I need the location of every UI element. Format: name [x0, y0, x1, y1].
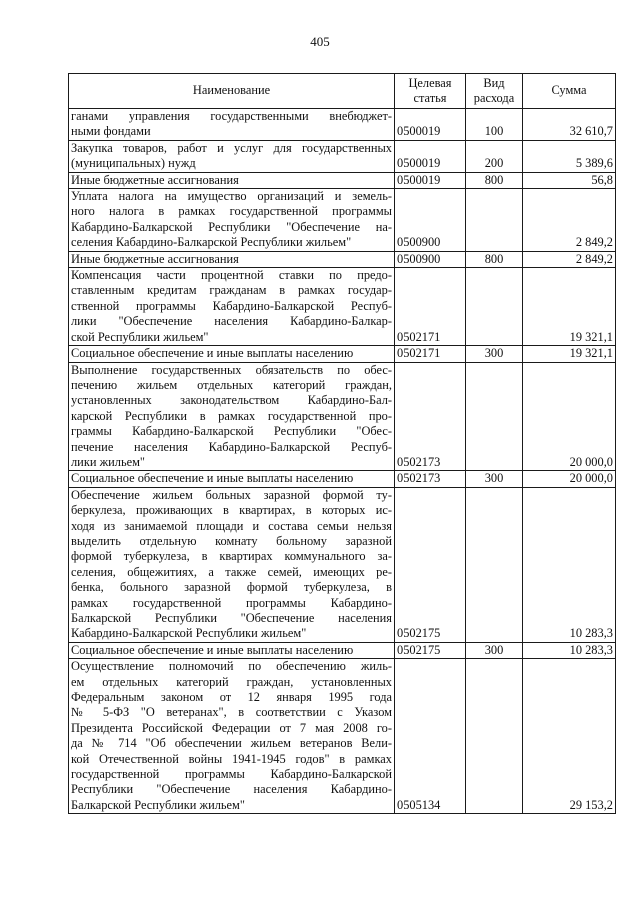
row-name-line: Социальное обеспечение и иные выплаты населению: [71, 346, 354, 361]
table-row: [69, 268, 616, 346]
row-code: 0502175: [395, 487, 466, 642]
row-name: [69, 109, 395, 141]
row-sum: 2 849,2: [523, 251, 616, 267]
header-type-line: Вид: [483, 75, 505, 90]
row-name-line: Иные бюджетные ассигнования: [71, 172, 239, 187]
row-type: 800: [466, 172, 523, 188]
row-name-line: Балкарской Республики "Обеспечение населения: [71, 611, 392, 625]
row-name: [69, 471, 395, 487]
row-name-line: беркулеза, проживающих в квартирах, в которых ис-: [71, 503, 392, 518]
row-name-line: ственной программы Кабардино-Балкарской Респуб-: [71, 298, 392, 313]
row-type: [466, 659, 523, 814]
row-name-line: № 5-ФЗ "О ветеранах", в соответствии с Указом: [71, 705, 392, 720]
row-name-line: лики "Обеспечение населения Кабардино-Балкар-: [71, 314, 392, 329]
row-type: 300: [466, 642, 523, 658]
row-name-line: лики жильем": [71, 454, 145, 469]
table-row: [69, 642, 616, 658]
row-name: [69, 189, 395, 252]
row-name-line: рамках государственной программы Кабардино-: [71, 595, 392, 610]
row-code: 0500019: [395, 172, 466, 188]
row-name-line: Социальное обеспечение и иные выплаты населению: [71, 471, 354, 486]
row-name-line: ными фондами: [71, 124, 151, 139]
table-row: [69, 172, 616, 188]
row-type: [466, 362, 523, 471]
header-sum: Сумма: [523, 74, 616, 109]
row-code: 0505134: [395, 659, 466, 814]
row-code: 0500900: [395, 251, 466, 267]
row-name-line: государственной программы Кабардино-Балкарской: [71, 767, 392, 782]
row-sum: 10 283,3: [523, 487, 616, 642]
row-sum: 10 283,3: [523, 642, 616, 658]
row-name: [69, 140, 395, 172]
table-row: [69, 362, 616, 471]
row-name-line: селения Кабардино-Балкарской Республики жильем": [71, 235, 352, 250]
row-type: [466, 268, 523, 346]
table-body: [69, 109, 616, 814]
row-type: 200: [466, 140, 523, 172]
row-code: 0502171: [395, 346, 466, 362]
row-sum: 29 153,2: [523, 659, 616, 814]
table-row: [69, 487, 616, 642]
row-name-line: (муниципальных) нужд: [71, 156, 196, 171]
table-row: [69, 140, 616, 172]
row-sum: 19 321,1: [523, 268, 616, 346]
row-sum: 32 610,7: [523, 109, 616, 141]
row-name-line: Социальное обеспечение и иные выплаты населению: [71, 642, 354, 657]
row-type: [466, 189, 523, 252]
row-name-line: Кабардино-Балкарской Республики жильем": [71, 626, 307, 641]
row-type: 800: [466, 251, 523, 267]
page-number: 405: [310, 34, 330, 49]
row-name-line: граммы Кабардино-Балкарской Республики "Обес-: [71, 424, 392, 439]
header-type: [466, 74, 523, 109]
row-name: [69, 487, 395, 642]
row-code: 0502175: [395, 642, 466, 658]
row-name-line: Кабардино-Балкарской Республики "Обеспечение на-: [71, 219, 392, 234]
row-name-line: карской Республики в рамках государственной про-: [71, 408, 392, 423]
row-name-line: ской Республики жильем": [71, 329, 209, 344]
row-name-line: бенка, больного заразной формой туберкулеза, в: [71, 580, 392, 595]
row-name-line: печению жильем отдельных категорий граждан,: [71, 377, 392, 392]
row-name-line: печение населения Кабардино-Балкарской Респуб-: [71, 439, 392, 454]
row-code: 0502171: [395, 268, 466, 346]
table-row: [69, 471, 616, 487]
row-name-line: кой Отечественной войны 1941-1945 годов" в рамках: [71, 751, 392, 766]
row-name-line: ного налога в рамках государственной программы: [71, 204, 392, 219]
table-row: [69, 189, 616, 252]
row-name-line: установленных законодательством Кабардино-Бал-: [71, 393, 392, 408]
header-type-line: расхода: [473, 91, 515, 105]
row-name-line: селения, общежитиях, а также семей, имеющих ре-: [71, 564, 392, 579]
row-name: [69, 642, 395, 658]
row-name-line: ганами управления государственными внебюджет-: [71, 109, 392, 123]
row-code: 0500900: [395, 189, 466, 252]
row-name-line: Федеральным законом от 12 января 1995 года: [71, 690, 392, 705]
table-row: [69, 109, 616, 141]
row-name-line: Компенсация части процентной ставки по предо-: [71, 268, 392, 283]
row-name-line: ем отдельных категорий граждан, установленных: [71, 674, 392, 689]
header-code-line: Целевая: [408, 75, 452, 90]
header-code-line: статья: [413, 91, 447, 105]
row-sum: 19 321,1: [523, 346, 616, 362]
row-sum: 2 849,2: [523, 189, 616, 252]
row-name: [69, 172, 395, 188]
row-name-line: ходя из занимаемой площади и состава семьи нельзя: [71, 518, 392, 533]
header-name: Наименование: [69, 74, 395, 109]
row-type: [466, 487, 523, 642]
row-name-line: Закупка товаров, работ и услуг для государственных: [71, 140, 392, 155]
table-row: [69, 659, 616, 814]
row-name-line: Выполнение государственных обязательств по обес-: [71, 362, 392, 377]
row-name-line: Республики "Обеспечение населения Кабардино-: [71, 782, 392, 797]
table-row: [69, 251, 616, 267]
row-name: [69, 362, 395, 471]
row-sum: 56,8: [523, 172, 616, 188]
row-type: 300: [466, 346, 523, 362]
row-code: 0502173: [395, 362, 466, 471]
row-code: 0500019: [395, 140, 466, 172]
table-row: [69, 346, 616, 362]
row-name-line: Президента Российской Федерации от 7 мая 2008 го-: [71, 720, 392, 735]
row-name-line: Балкарской Республики жильем": [71, 797, 245, 812]
header-code: [395, 74, 466, 109]
row-type: 300: [466, 471, 523, 487]
budget-table: [68, 73, 616, 814]
header-row: [69, 74, 616, 109]
row-name-line: Обеспечение жильем больных заразной формой ту-: [71, 487, 392, 502]
row-sum: 20 000,0: [523, 471, 616, 487]
row-name-line: да № 714 "Об обеспечении жильем ветеранов Вели-: [71, 736, 392, 751]
row-name-line: ставленным кредитам гражданам в рамках государ-: [71, 283, 392, 298]
row-sum: 20 000,0: [523, 362, 616, 471]
row-name-line: формой туберкулеза, в квартирах коммунального за-: [71, 549, 392, 564]
row-name-line: Осуществление полномочий по обеспечению жиль-: [71, 659, 392, 674]
row-code: 0500019: [395, 109, 466, 141]
row-type: 100: [466, 109, 523, 141]
row-name: [69, 659, 395, 814]
row-name: [69, 251, 395, 267]
row-name-line: выделить отдельную комнату больному заразной: [71, 533, 392, 548]
row-name: [69, 346, 395, 362]
row-code: 0502173: [395, 471, 466, 487]
row-sum: 5 389,6: [523, 140, 616, 172]
row-name: [69, 268, 395, 346]
table-header: [69, 74, 616, 109]
row-name-line: Иные бюджетные ассигнования: [71, 251, 239, 266]
row-name-line: Уплата налога на имущество организаций и земель-: [71, 189, 392, 204]
